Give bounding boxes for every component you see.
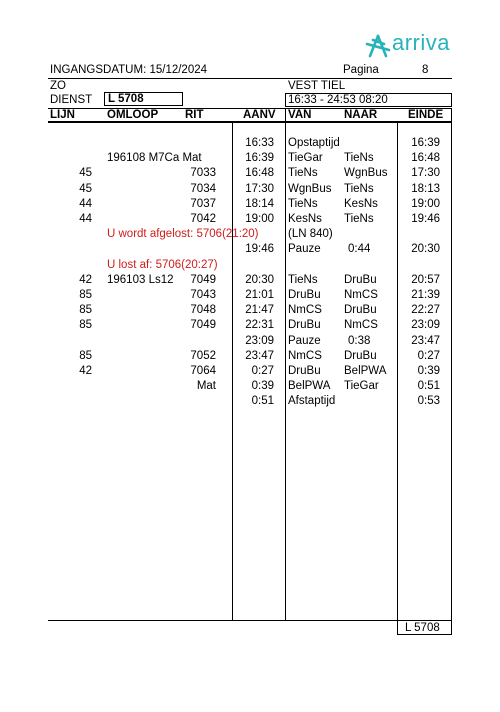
cell-naar: TieGar [344, 380, 379, 393]
brand-name: arriva [392, 30, 451, 55]
cell-einde: 23:47 [411, 334, 440, 347]
table-row [0, 304, 500, 318]
cell-einde: 0:39 [417, 365, 440, 377]
cell-einde: 22:27 [411, 304, 440, 317]
col-naar: NAAR [344, 109, 378, 121]
cell-aanv: 16:48 [245, 167, 274, 180]
cell-aanv: 18:14 [245, 197, 274, 210]
cell-van: NmCS [288, 349, 322, 362]
cell-van: Opstaptijd [288, 137, 340, 149]
cell-van: DruBu [288, 319, 321, 332]
cell-rit: 7049 [190, 273, 216, 286]
cell-van: (LN 840) [288, 228, 333, 241]
cell-rit: 7033 [190, 167, 216, 180]
table-row [0, 243, 500, 257]
relief-note: U wordt afgelost: 5706(21:20) [107, 228, 259, 241]
cell-rit: 7048 [190, 304, 216, 317]
cell-aanv: 17:30 [245, 182, 274, 195]
cell-rit: 7052 [190, 349, 216, 362]
table-row [0, 335, 500, 349]
table-row [0, 319, 500, 333]
cell-van: TieGar [288, 152, 323, 165]
cell-van: TieNs [288, 197, 318, 210]
cell-aanv: 20:30 [245, 273, 274, 286]
table-row [0, 289, 500, 303]
col-aanv: AANV [243, 109, 276, 121]
header-rule-top [48, 78, 452, 79]
cell-einde: 17:30 [411, 167, 440, 180]
table-row [0, 198, 500, 212]
cell-aanv: 0:39 [251, 380, 274, 393]
cell-van: DruBu [288, 289, 321, 301]
cell-rit: 7042 [190, 213, 216, 225]
location-label: VEST TIEL [288, 80, 346, 92]
cell-aanv: 23:47 [245, 349, 274, 362]
table-row [0, 167, 500, 181]
day-label: ZO [50, 80, 66, 92]
cell-rit: 7064 [190, 365, 216, 377]
cell-rit: 7037 [190, 197, 216, 210]
cell-aanv: 19:46 [245, 243, 274, 256]
cell-naar: 0:38 [348, 334, 371, 347]
cell-einde: 16:39 [411, 137, 440, 149]
relief-note: U lost af: 5706(20:27) [107, 258, 218, 271]
cell-naar: NmCS [344, 289, 378, 301]
cell-naar: DruBu [344, 349, 377, 362]
col-einde: EINDE [408, 109, 444, 121]
cell-aanv: 0:27 [251, 365, 274, 377]
col-omloop: OMLOOP [107, 109, 159, 121]
cell-van: KesNs [288, 213, 322, 225]
cell-naar: TieNs [344, 152, 374, 165]
cell-lijn: 45 [79, 167, 92, 180]
cell-naar: BelPWA [344, 365, 387, 377]
table-row [0, 350, 500, 364]
col-lijn: LIJN [50, 109, 75, 121]
dienst-value: L 5708 [108, 93, 144, 105]
cell-einde: 16:48 [411, 152, 440, 165]
cell-van: TieNs [288, 167, 318, 180]
cell-van: TieNs [288, 273, 318, 286]
cell-aanv: 21:47 [245, 304, 274, 317]
pagina-value: 8 [422, 64, 429, 76]
table-row [0, 380, 500, 394]
cell-rit: 7034 [190, 182, 216, 195]
cell-lijn: 44 [79, 197, 92, 210]
cell-lijn: 85 [79, 349, 92, 362]
cell-aanv: 22:31 [245, 319, 274, 332]
cell-einde: 0:51 [417, 380, 440, 393]
columns-rule-bottom [48, 121, 452, 123]
cell-einde: 23:09 [411, 319, 440, 332]
cell-van: Afstaptijd [288, 395, 336, 408]
cell-lijn: 42 [79, 365, 92, 377]
cell-aanv: 21:01 [245, 289, 274, 301]
table-row [0, 183, 500, 197]
table-row [0, 213, 500, 227]
cell-naar: TieNs [344, 213, 374, 225]
arriva-logo-icon [364, 30, 392, 60]
cell-naar: TieNs [344, 182, 374, 195]
cell-einde: 18:13 [411, 182, 440, 195]
table-row [0, 137, 500, 151]
cell-van: Pauze [288, 243, 321, 256]
table-row [0, 365, 500, 379]
cell-lijn: 45 [79, 182, 92, 195]
ingangsdatum: INGANGSDATUM: 15/12/2024 [50, 64, 208, 76]
cell-rit: 7049 [190, 319, 216, 332]
cell-omloop: 196108 M7Ca Mat [107, 152, 202, 165]
cell-aanv: 16:33 [245, 137, 274, 149]
table-row [0, 152, 500, 166]
cell-aanv: 16:39 [245, 152, 274, 165]
cell-van: Pauze [288, 334, 321, 347]
cell-rit: Mat [196, 380, 216, 393]
cell-aanv: 0:51 [251, 395, 274, 408]
cell-naar: WgnBus [344, 167, 388, 180]
footer-dienst: L 5708 [405, 622, 440, 634]
table-row [0, 259, 500, 273]
cell-van: BelPWA [288, 380, 331, 393]
cell-aanv: 23:09 [245, 334, 274, 347]
table-row [0, 228, 500, 242]
cell-einde: 0:27 [417, 349, 440, 362]
cell-einde: 20:30 [411, 243, 440, 256]
cell-einde: 19:46 [411, 213, 440, 225]
cell-naar: KesNs [344, 197, 378, 210]
col-rit: RIT [185, 109, 204, 121]
table-rule-bottom [48, 620, 452, 621]
cell-lijn: 85 [79, 319, 92, 332]
pagina-label: Pagina [343, 64, 379, 76]
cell-rit: 7043 [190, 289, 216, 301]
arriva-logo [364, 30, 460, 62]
cell-van: WgnBus [288, 182, 332, 195]
cell-naar: DruBu [344, 304, 377, 317]
cell-lijn: 85 [79, 289, 92, 301]
cell-lijn: 42 [79, 273, 92, 286]
time-range: 16:33 - 24:53 08:20 [288, 94, 388, 106]
cell-naar: 0:44 [348, 243, 371, 256]
cell-van: NmCS [288, 304, 322, 317]
cell-naar: NmCS [344, 319, 378, 332]
cell-naar: DruBu [344, 273, 377, 286]
cell-van: DruBu [288, 365, 321, 377]
cell-lijn: 85 [79, 304, 92, 317]
cell-einde: 0:53 [417, 395, 440, 408]
cell-omloop: 196103 Ls12 [107, 273, 174, 286]
col-van: VAN [288, 109, 312, 121]
cell-einde: 21:39 [411, 289, 440, 301]
cell-aanv: 19:00 [245, 213, 274, 225]
cell-lijn: 44 [79, 213, 92, 225]
cell-einde: 19:00 [411, 197, 440, 210]
dienst-label: DIENST [50, 94, 93, 106]
table-row [0, 274, 500, 288]
table-row [0, 395, 500, 409]
cell-einde: 20:57 [411, 273, 440, 286]
